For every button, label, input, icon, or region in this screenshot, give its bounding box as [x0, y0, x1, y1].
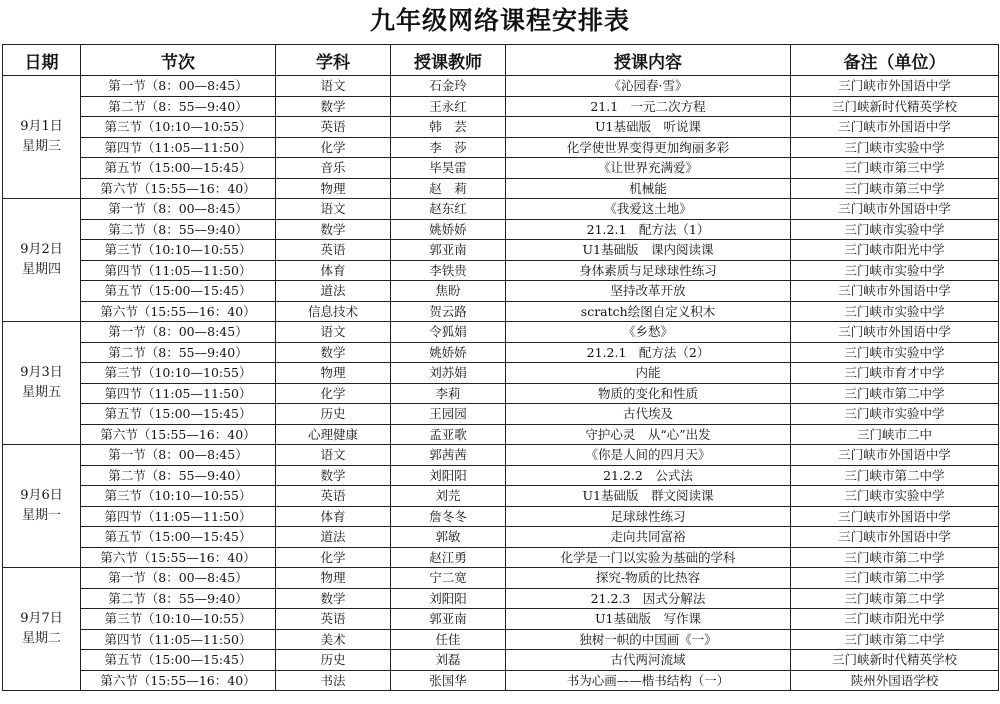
- unit-cell: 三门峡市外国语中学: [791, 281, 999, 302]
- content-cell: 《沁园春·雪》: [506, 76, 791, 97]
- content-cell: 书为心画——楷书结构（一）: [506, 670, 791, 691]
- period-cell: 第三节（10:10—10:55）: [81, 117, 276, 138]
- teacher-cell: 刘阳阳: [391, 588, 506, 609]
- table-row: [3, 465, 999, 486]
- table-row: [3, 240, 999, 261]
- subject-cell: 数学: [276, 342, 391, 363]
- table-row: [3, 117, 999, 138]
- teacher-cell: 韩 芸: [391, 117, 506, 138]
- subject-cell: 历史: [276, 404, 391, 425]
- teacher-cell: 刘苏娟: [391, 363, 506, 384]
- content-cell: 化学使世界变得更加绚丽多彩: [506, 137, 791, 158]
- schedule-body: [3, 76, 999, 691]
- subject-cell: 道法: [276, 527, 391, 548]
- table-row: [3, 383, 999, 404]
- teacher-cell: 毕昊雷: [391, 158, 506, 179]
- content-cell: U1基础版 写作课: [506, 609, 791, 630]
- teacher-cell: 孟亚歌: [391, 424, 506, 445]
- content-cell: 《你是人间的四月天》: [506, 445, 791, 466]
- unit-cell: 三门峡市实验中学: [791, 260, 999, 281]
- subject-cell: 心理健康: [276, 424, 391, 445]
- teacher-cell: 王园园: [391, 404, 506, 425]
- table-row: [3, 260, 999, 281]
- content-cell: 21.2.2 公式法: [506, 465, 791, 486]
- subject-cell: 书法: [276, 670, 391, 691]
- table-row: [3, 363, 999, 384]
- teacher-cell: 贺云路: [391, 301, 506, 322]
- table-row: [3, 588, 999, 609]
- teacher-cell: 郭亚南: [391, 609, 506, 630]
- unit-cell: 三门峡市外国语中学: [791, 76, 999, 97]
- unit-cell: 三门峡市第三中学: [791, 178, 999, 199]
- period-cell: 第三节（10:10—10:55）: [81, 363, 276, 384]
- teacher-cell: 焦盼: [391, 281, 506, 302]
- table-row: [3, 301, 999, 322]
- table-row: [3, 158, 999, 179]
- weekday-label: 星期一: [21, 508, 61, 523]
- content-cell: 《乡愁》: [506, 322, 791, 343]
- subject-cell: 数学: [276, 465, 391, 486]
- period-cell: 第四节（11:05—11:50）: [81, 506, 276, 527]
- date-label: 9月3日: [20, 365, 63, 380]
- table-row: [3, 670, 999, 691]
- period-cell: 第五节（15:00—15:45）: [81, 527, 276, 548]
- header-teacher: 授课教师: [391, 45, 506, 76]
- teacher-cell: 郭亚南: [391, 240, 506, 261]
- period-cell: 第五节（15:00—15:45）: [81, 158, 276, 179]
- period-cell: 第五节（15:00—15:45）: [81, 281, 276, 302]
- unit-cell: 三门峡市阳光中学: [791, 240, 999, 261]
- teacher-cell: 王永红: [391, 96, 506, 117]
- subject-cell: 化学: [276, 137, 391, 158]
- unit-cell: 三门峡市第三中学: [791, 158, 999, 179]
- subject-cell: 数学: [276, 219, 391, 240]
- teacher-cell: 任佳: [391, 629, 506, 650]
- teacher-cell: 姚娇娇: [391, 342, 506, 363]
- table-row: [3, 199, 999, 220]
- unit-cell: 三门峡市第二中学: [791, 465, 999, 486]
- table-row: [3, 281, 999, 302]
- period-cell: 第六节（15:55—16：40）: [81, 547, 276, 568]
- table-row: [3, 629, 999, 650]
- date-label: 9月2日: [20, 242, 63, 257]
- subject-cell: 体育: [276, 506, 391, 527]
- teacher-cell: 赵东红: [391, 199, 506, 220]
- content-cell: 走向共同富裕: [506, 527, 791, 548]
- table-row: [3, 609, 999, 630]
- weekday-label: 星期三: [21, 139, 61, 154]
- subject-cell: 英语: [276, 117, 391, 138]
- unit-cell: 三门峡市实验中学: [791, 301, 999, 322]
- period-cell: 第四节（11:05—11:50）: [81, 137, 276, 158]
- subject-cell: 语文: [276, 76, 391, 97]
- unit-cell: 三门峡市实验中学: [791, 342, 999, 363]
- teacher-cell: 宁二宽: [391, 568, 506, 589]
- date-cell: [3, 568, 81, 691]
- subject-cell: 语文: [276, 199, 391, 220]
- teacher-cell: 赵 莉: [391, 178, 506, 199]
- period-cell: 第二节（8：55—9:40）: [81, 588, 276, 609]
- content-cell: 守护心灵 从“心”出发: [506, 424, 791, 445]
- date-cell: [3, 445, 81, 568]
- content-cell: 21.2.1 配方法（1）: [506, 219, 791, 240]
- unit-cell: 三门峡市第二中学: [791, 629, 999, 650]
- teacher-cell: 刘阳阳: [391, 465, 506, 486]
- unit-cell: 三门峡市第二中学: [791, 547, 999, 568]
- table-row: [3, 445, 999, 466]
- period-cell: 第一节（8：00—8:45）: [81, 199, 276, 220]
- subject-cell: 道法: [276, 281, 391, 302]
- table-row: [3, 76, 999, 97]
- table-row: [3, 342, 999, 363]
- table-row: [3, 506, 999, 527]
- date-label: 9月6日: [20, 488, 63, 503]
- period-cell: 第二节（8：55—9:40）: [81, 96, 276, 117]
- unit-cell: 三门峡市外国语中学: [791, 445, 999, 466]
- subject-cell: 音乐: [276, 158, 391, 179]
- content-cell: 独树一帜的中国画《一》: [506, 629, 791, 650]
- unit-cell: 三门峡市阳光中学: [791, 609, 999, 630]
- teacher-cell: 詹冬冬: [391, 506, 506, 527]
- unit-cell: 三门峡市第二中学: [791, 568, 999, 589]
- content-cell: 物质的变化和性质: [506, 383, 791, 404]
- content-cell: 古代埃及: [506, 404, 791, 425]
- teacher-cell: 李莉: [391, 383, 506, 404]
- table-row: [3, 404, 999, 425]
- period-cell: 第二节（8：55—9:40）: [81, 219, 276, 240]
- period-cell: 第三节（10:10—10:55）: [81, 240, 276, 261]
- content-cell: 《让世界充满爱》: [506, 158, 791, 179]
- content-cell: scratch绘图自定义积木: [506, 301, 791, 322]
- date-cell: [3, 76, 81, 199]
- content-cell: 机械能: [506, 178, 791, 199]
- period-cell: 第四节（11:05—11:50）: [81, 383, 276, 404]
- subject-cell: 英语: [276, 609, 391, 630]
- unit-cell: 三门峡市实验中学: [791, 137, 999, 158]
- content-cell: 21.2.3 因式分解法: [506, 588, 791, 609]
- content-cell: 古代两河流域: [506, 650, 791, 671]
- header-period: 节次: [81, 45, 276, 76]
- date-cell: [3, 322, 81, 445]
- table-row: [3, 322, 999, 343]
- content-cell: 21.2.1 配方法（2）: [506, 342, 791, 363]
- table-row: [3, 568, 999, 589]
- subject-cell: 数学: [276, 96, 391, 117]
- period-cell: 第三节（10:10—10:55）: [81, 486, 276, 507]
- teacher-cell: 李铁贵: [391, 260, 506, 281]
- period-cell: 第六节（15:55—16：40）: [81, 424, 276, 445]
- subject-cell: 物理: [276, 363, 391, 384]
- table-row: [3, 178, 999, 199]
- subject-cell: 信息技术: [276, 301, 391, 322]
- subject-cell: 语文: [276, 445, 391, 466]
- content-cell: 内能: [506, 363, 791, 384]
- unit-cell: 三门峡市实验中学: [791, 486, 999, 507]
- content-cell: U1基础版 听说课: [506, 117, 791, 138]
- unit-cell: 三门峡市外国语中学: [791, 322, 999, 343]
- content-cell: 化学是一门以实验为基础的学科: [506, 547, 791, 568]
- subject-cell: 化学: [276, 383, 391, 404]
- unit-cell: 三门峡市第二中学: [791, 383, 999, 404]
- period-cell: 第一节（8：00—8:45）: [81, 322, 276, 343]
- period-cell: 第三节（10:10—10:55）: [81, 609, 276, 630]
- table-row: [3, 650, 999, 671]
- content-cell: 《我爱这土地》: [506, 199, 791, 220]
- period-cell: 第一节（8：00—8:45）: [81, 445, 276, 466]
- header-content: 授课内容: [506, 45, 791, 76]
- teacher-cell: 张国华: [391, 670, 506, 691]
- teacher-cell: 赵江勇: [391, 547, 506, 568]
- subject-cell: 英语: [276, 486, 391, 507]
- subject-cell: 物理: [276, 568, 391, 589]
- unit-cell: 三门峡市第二中学: [791, 588, 999, 609]
- period-cell: 第六节（15:55—16：40）: [81, 178, 276, 199]
- unit-cell: 三门峡市育才中学: [791, 363, 999, 384]
- content-cell: 探究-物质的比热容: [506, 568, 791, 589]
- unit-cell: 三门峡市外国语中学: [791, 199, 999, 220]
- weekday-label: 星期四: [21, 262, 61, 277]
- period-cell: 第二节（8：55—9:40）: [81, 465, 276, 486]
- weekday-label: 星期二: [21, 631, 61, 646]
- period-cell: 第一节（8：00—8:45）: [81, 76, 276, 97]
- period-cell: 第五节（15:00—15:45）: [81, 404, 276, 425]
- unit-cell: 三门峡新时代精英学校: [791, 96, 999, 117]
- teacher-cell: 石金玲: [391, 76, 506, 97]
- period-cell: 第四节（11:05—11:50）: [81, 260, 276, 281]
- table-row: [3, 137, 999, 158]
- unit-cell: 三门峡市外国语中学: [791, 527, 999, 548]
- teacher-cell: 刘磊: [391, 650, 506, 671]
- content-cell: 21.1 一元二次方程: [506, 96, 791, 117]
- teacher-cell: 郭敏: [391, 527, 506, 548]
- table-row: [3, 96, 999, 117]
- date-label: 9月7日: [20, 611, 63, 626]
- header-unit: 备注（单位）: [791, 45, 999, 76]
- teacher-cell: 姚娇娇: [391, 219, 506, 240]
- teacher-cell: 刘芫: [391, 486, 506, 507]
- table-row: [3, 527, 999, 548]
- date-label: 9月1日: [20, 119, 63, 134]
- period-cell: 第五节（15:00—15:45）: [81, 650, 276, 671]
- content-cell: U1基础版 群文阅读课: [506, 486, 791, 507]
- period-cell: 第二节（8：55—9:40）: [81, 342, 276, 363]
- subject-cell: 语文: [276, 322, 391, 343]
- content-cell: 身体素质与足球球性练习: [506, 260, 791, 281]
- teacher-cell: 李 莎: [391, 137, 506, 158]
- unit-cell: 陕州外国语学校: [791, 670, 999, 691]
- content-cell: 足球球性练习: [506, 506, 791, 527]
- period-cell: 第六节（15:55—16：40）: [81, 301, 276, 322]
- subject-cell: 美术: [276, 629, 391, 650]
- subject-cell: 物理: [276, 178, 391, 199]
- subject-cell: 数学: [276, 588, 391, 609]
- unit-cell: 三门峡市实验中学: [791, 404, 999, 425]
- subject-cell: 化学: [276, 547, 391, 568]
- date-cell: [3, 199, 81, 322]
- schedule-table: [2, 44, 999, 691]
- table-row: [3, 424, 999, 445]
- unit-cell: 三门峡市二中: [791, 424, 999, 445]
- header-date: 日期: [3, 45, 81, 76]
- subject-cell: 历史: [276, 650, 391, 671]
- subject-cell: 英语: [276, 240, 391, 261]
- period-cell: 第一节（8：00—8:45）: [81, 568, 276, 589]
- unit-cell: 三门峡市外国语中学: [791, 117, 999, 138]
- teacher-cell: 郭茜茜: [391, 445, 506, 466]
- subject-cell: 体育: [276, 260, 391, 281]
- weekday-label: 星期五: [21, 385, 61, 400]
- table-row: [3, 486, 999, 507]
- page-title: 九年级网络课程安排表: [369, 6, 630, 35]
- period-cell: 第六节（15:55—16：40）: [81, 670, 276, 691]
- period-cell: 第四节（11:05—11:50）: [81, 629, 276, 650]
- table-row: [3, 219, 999, 240]
- teacher-cell: 令狐娟: [391, 322, 506, 343]
- content-cell: U1基础版 课内阅读课: [506, 240, 791, 261]
- unit-cell: 三门峡市实验中学: [791, 219, 999, 240]
- header-row: [3, 45, 999, 76]
- unit-cell: 三门峡市外国语中学: [791, 506, 999, 527]
- content-cell: 坚持改革开放: [506, 281, 791, 302]
- table-row: [3, 547, 999, 568]
- unit-cell: 三门峡新时代精英学校: [791, 650, 999, 671]
- header-subject: 学科: [276, 45, 391, 76]
